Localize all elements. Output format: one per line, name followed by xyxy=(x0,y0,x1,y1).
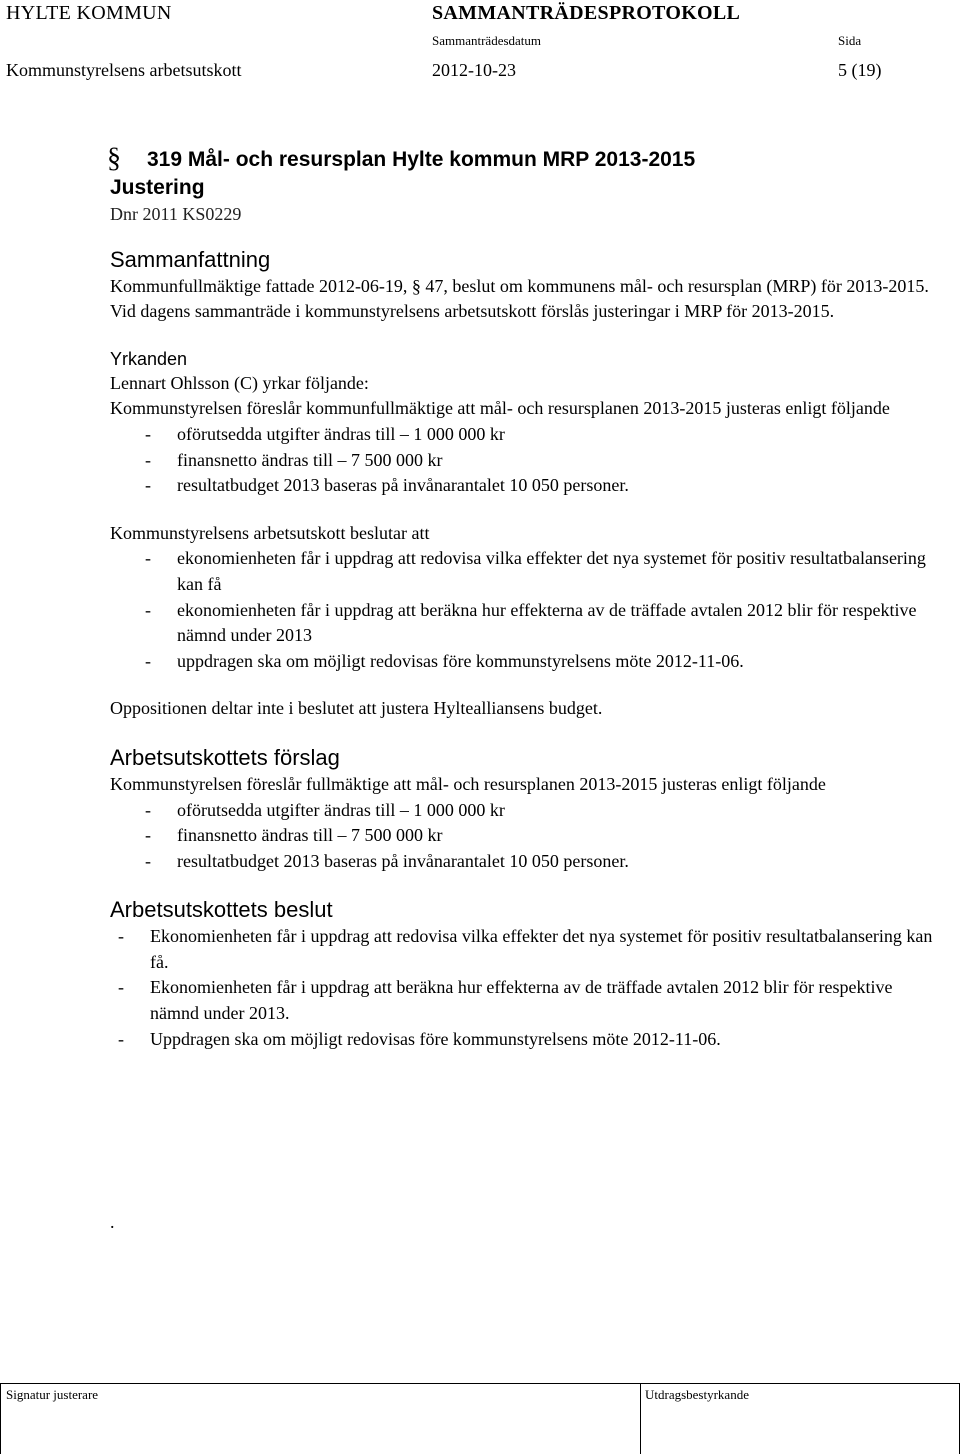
list-dash: - xyxy=(145,850,151,871)
opposition-statement: Oppositionen deltar inte i beslutet att justera Hyltealliansens budget. xyxy=(110,698,603,719)
signature-label: Signatur justerare xyxy=(6,1387,99,1402)
decision-heading: Arbetsutskottets beslut xyxy=(110,897,333,923)
motion-proposal: Kommunstyrelsen föreslår kommunfullmäktige att mål- och resursplanen 2013-2015 justeras enligt följande xyxy=(110,398,890,419)
footer-border-middle xyxy=(640,1384,641,1454)
page-label: Sida xyxy=(838,33,862,48)
item-title-line-2: Justering xyxy=(110,176,205,199)
list-dash: - xyxy=(145,475,151,496)
list-item-text: Uppdragen ska om möjligt redovisas före kommunstyrelsens möte 2012-11-06. xyxy=(150,1028,721,1049)
footer-border-left xyxy=(0,1384,1,1454)
committee-decides-intro: Kommunstyrelsens arbetsutskott beslutar att xyxy=(110,522,430,543)
list-dash: - xyxy=(145,650,151,671)
list-item-text: oförutsedda utgifter ändras till – 1 000 000 kr xyxy=(177,799,505,820)
page-number: 5 (19) xyxy=(838,60,882,80)
list-item-text: ekonomienheten får i uppdrag att redovisa vilka effekter det nya systemet för positiv resultatbalansering kan få xyxy=(177,548,926,594)
list-item xyxy=(110,823,940,849)
list-item xyxy=(110,448,940,474)
list-item-text: oförutsedda utgifter ändras till – 1 000 000 kr xyxy=(177,423,505,444)
motions-heading: Yrkanden xyxy=(110,348,188,369)
item-title xyxy=(107,142,940,202)
list-item-text: resultatbudget 2013 baseras på invånarantalet 10 050 personer. xyxy=(177,850,629,871)
list-dash: - xyxy=(118,926,124,947)
list-item xyxy=(110,649,940,675)
list-item xyxy=(110,598,940,649)
list-dash: - xyxy=(145,423,151,444)
list-item xyxy=(110,975,940,1026)
summary-text: Kommunfullmäktige fattade 2012-06-19, § 47, beslut om kommunens mål- och resursplan (MRP) för 2013-2015. Vid dagens sammanträde i kommunstyrelsens arbetsutskott förslås justeringar i MRP för 2013-2015. xyxy=(110,275,929,322)
list-dash: - xyxy=(145,825,151,846)
list-item xyxy=(110,546,940,597)
list-item-text: Ekonomienheten får i uppdrag att beräkna hur effekterna av de träffade avtalen 2012 blir för respektive nämnd under 2013. xyxy=(150,977,893,1024)
document-type: SAMMANTRÄDESPROTOKOLL xyxy=(432,2,741,24)
list-dash: - xyxy=(145,599,151,620)
list-dash: - xyxy=(118,1028,124,1049)
summary-heading: Sammanfattning xyxy=(110,246,271,272)
meeting-date: 2012-10-23 xyxy=(432,60,516,80)
reference-number: Dnr 2011 KS0229 xyxy=(110,204,242,224)
list-item-text: finansnetto ändras till – 7 500 000 kr xyxy=(177,825,443,846)
list-item xyxy=(110,422,940,448)
extract-certification-label: Utdragsbestyrkande xyxy=(645,1387,749,1402)
section-symbol: § xyxy=(107,143,121,174)
list-item-text: uppdragen ska om möjligt redovisas före kommunstyrelsens möte 2012-11-06. xyxy=(177,650,744,671)
item-title-line-1: 319 Mål- och resursplan Hylte kommun MRP 2013-2015 xyxy=(147,148,696,171)
list-item-text: resultatbudget 2013 baseras på invånarantalet 10 050 personer. xyxy=(177,475,629,496)
footer-divider xyxy=(0,1383,960,1384)
decision-list xyxy=(110,924,940,1052)
motion-line: Lennart Ohlsson (C) yrkar följande: xyxy=(110,372,369,393)
list-dash: - xyxy=(145,449,151,470)
list-item xyxy=(110,1027,940,1053)
committee-decides-list xyxy=(110,546,940,674)
list-item xyxy=(110,924,940,975)
proposal-text: Kommunstyrelsen föreslår fullmäktige att mål- och resursplanen 2013-2015 justeras enligt följande xyxy=(110,773,826,794)
list-item xyxy=(110,473,940,499)
list-item-text: finansnetto ändras till – 7 500 000 kr xyxy=(177,449,443,470)
list-dash: - xyxy=(145,799,151,820)
list-item xyxy=(110,798,940,824)
organization-name: HYLTE KOMMUN xyxy=(6,2,172,24)
list-item-text: Ekonomienheten får i uppdrag att redovisa vilka effekter det nya systemet för positiv resultatbalansering kan få. xyxy=(150,926,933,972)
motion-list xyxy=(110,422,940,499)
list-dash: - xyxy=(145,548,151,569)
list-item-text: ekonomienheten får i uppdrag att beräkna hur effekterna av de träffade avtalen 2012 blir för respektive nämnd under 2013 xyxy=(177,599,917,646)
body-name: Kommunstyrelsens arbetsutskott xyxy=(6,60,242,80)
document-body xyxy=(107,142,940,1052)
list-item xyxy=(110,849,940,875)
meeting-date-label: Sammanträdesdatum xyxy=(432,33,542,48)
list-dash: - xyxy=(118,977,124,998)
trailing-mark: . xyxy=(110,1212,115,1232)
proposal-list xyxy=(110,798,940,875)
proposal-heading: Arbetsutskottets förslag xyxy=(110,744,340,770)
